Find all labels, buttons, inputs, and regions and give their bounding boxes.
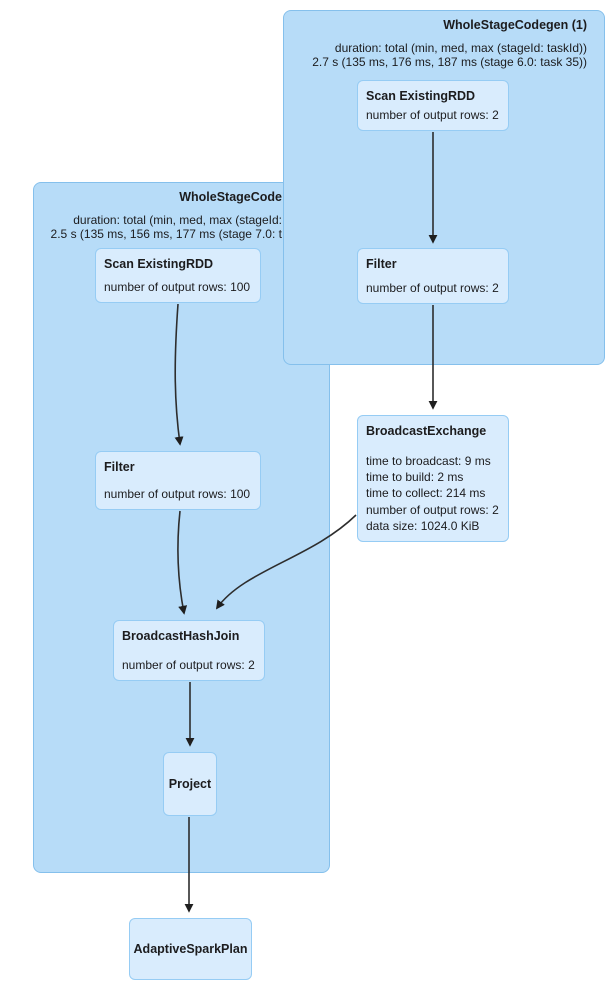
node-metric-output-rows: number of output rows: 2 [366,280,499,295]
metric-time-to-collect: time to collect: 214 ms [366,486,486,501]
cluster-header [42,190,282,241]
cluster-header [292,18,587,69]
cluster-wholestagecodegen-1[interactable] [283,10,605,365]
metric-time-to-build: time to build: 2 ms [366,470,464,485]
node-title: Filter [104,460,135,474]
node-title: BroadcastExchange [366,424,487,438]
cluster-duration-line2: 2.5 s (135 ms, 156 ms, 177 ms (stage 7.0: t [50,226,282,241]
cluster-duration [292,42,587,69]
cluster-duration-line1: duration: total (min, med, max (stageId: taskId)) [334,41,587,55]
node-project[interactable] [163,752,217,816]
node-broadcast-hash-join[interactable] [113,620,265,681]
node-title: AdaptiveSparkPlan [133,942,248,956]
metric-data-size: data size: 1024.0 KiB [366,518,480,533]
metric-time-to-broadcast: time to broadcast: 9 ms [366,453,491,468]
node-scan-existingrdd-right[interactable] [357,80,509,131]
node-title: BroadcastHashJoin [122,629,240,643]
node-metric-output-rows: number of output rows: 2 [366,107,499,122]
node-metric-output-rows: number of output rows: 100 [104,486,251,501]
node-filter-left[interactable] [95,451,261,510]
node-metric-output-rows: number of output rows: 100 [104,279,251,294]
node-metrics [366,453,499,534]
node-scan-existingrdd-left[interactable] [95,248,261,303]
node-title: Project [168,777,212,791]
node-title: Filter [366,257,397,271]
node-adaptive-spark-plan[interactable] [129,918,252,980]
node-metric-output-rows: number of output rows: 2 [122,657,255,672]
cluster-duration [42,214,282,241]
node-title: Scan ExistingRDD [104,257,214,271]
cluster-title: WholeStageCode [179,190,282,204]
node-title: Scan ExistingRDD [366,89,476,103]
node-filter-right[interactable] [357,248,509,304]
cluster-title: WholeStageCodegen (1) [443,18,587,32]
cluster-duration-line2: 2.7 s (135 ms, 176 ms, 187 ms (stage 6.0: task 35)) [312,54,587,69]
metric-output-rows: number of output rows: 2 [366,502,499,517]
node-broadcast-exchange[interactable] [357,415,509,542]
cluster-duration-line1: duration: total (min, med, max (stageId: [73,213,282,227]
